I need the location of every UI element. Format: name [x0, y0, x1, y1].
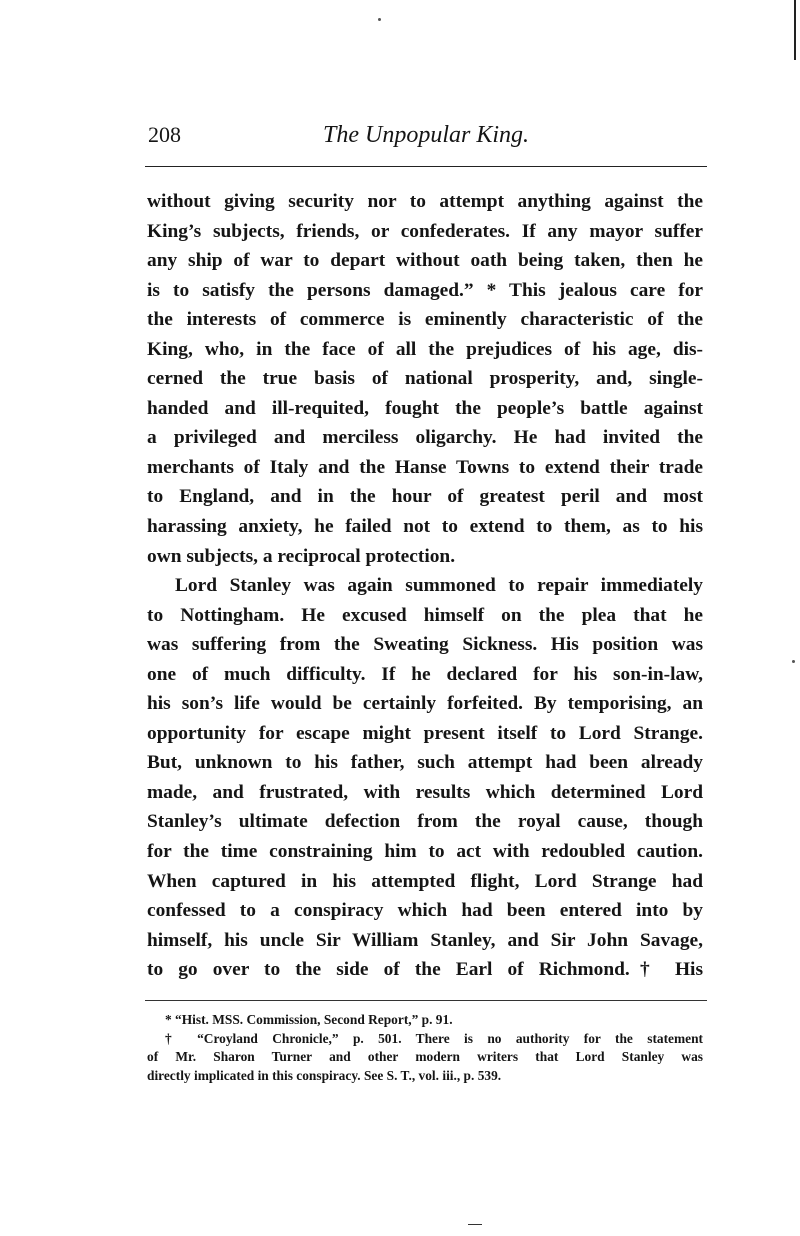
text-line: without giving security nor to attempt anything against the [147, 191, 703, 212]
text-line: his son’s life would be certainly forfeited. By temporising, an [147, 693, 703, 715]
text-line: a privileged and merciless oligarchy. He had invited the [147, 427, 703, 449]
text-line: to go over to the side of the Earl of Richmond.† His [147, 959, 703, 981]
text-line: one of much difficulty. If he declared for his son-in-law, [147, 663, 703, 685]
text-line: King’s subjects, friends, or confederates. If any mayor suffer [147, 220, 703, 242]
text-line: But, unknown to his father, such attempt had been already [147, 752, 703, 774]
running-title: The Unpopular King. [322, 122, 529, 148]
text-line: own subjects, a reciprocal protection. [147, 545, 456, 567]
page-number: 208 [148, 122, 181, 147]
footnotes [147, 1011, 703, 1085]
text-line: himself, his uncle Sir William Stanley, and Sir John Savage, [147, 929, 703, 951]
footnote-2: † “Croyland Chronicle,” p. 501. There is no authority for the statement [165, 1030, 703, 1046]
text-line: is to satisfy the persons damaged.” * This jealous care for [147, 279, 703, 301]
text-line: was suffering from the Sweating Sickness. His position was [147, 634, 703, 656]
page-header [148, 120, 704, 160]
text-line: When captured in his attempted flight, Lord Strange had [147, 870, 703, 892]
text-line: handed and ill-requited, fought the people’s battle against [147, 397, 703, 419]
text-line: any ship of war to depart without oath being taken, then he [147, 250, 703, 272]
text-line: harassing anxiety, he failed not to extend to them, as to his [147, 516, 703, 538]
page-edge-mark [794, 0, 796, 60]
text-line: merchants of Italy and the Hanse Towns to extend their trade [147, 456, 703, 478]
text-line: Stanley’s ultimate defection from the royal cause, though [147, 811, 703, 833]
text-line: cerned the true basis of national prosperity, and, single- [147, 368, 703, 390]
text-line: opportunity for escape might present itself to Lord Strange. [147, 722, 703, 744]
text-line: for the time constraining him to act with redoubled caution. [147, 841, 703, 863]
text-line: made, and frustrated, with results which determined Lord [147, 781, 703, 803]
text-line: to Nottingham. He excused himself on the plea that he [147, 604, 703, 626]
text-line: Lord Stanley was again summoned to repair immediately [175, 575, 703, 597]
footnote-2-continued: of Mr. Sharon Turner and other modern writers that Lord Stanley was [147, 1049, 703, 1065]
footnote-1: * “Hist. MSS. Commission, Second Report,” p. 91. [165, 1012, 453, 1027]
body-text [147, 187, 703, 985]
speck [378, 18, 381, 21]
header-rule [145, 166, 707, 167]
speck [792, 660, 795, 663]
footnote-rule [145, 1000, 707, 1001]
footnote-2-continued: directly implicated in this conspiracy. See S. T., vol. iii., p. 539. [147, 1067, 502, 1083]
text-line: King, who, in the face of all the prejudices of his age, dis- [147, 338, 703, 360]
text-line: confessed to a conspiracy which had been entered into by [147, 900, 703, 922]
text-line: to England, and in the hour of greatest peril and most [147, 486, 703, 508]
text-line: the interests of commerce is eminently characteristic of the [147, 309, 703, 331]
bottom-mark [468, 1224, 482, 1225]
